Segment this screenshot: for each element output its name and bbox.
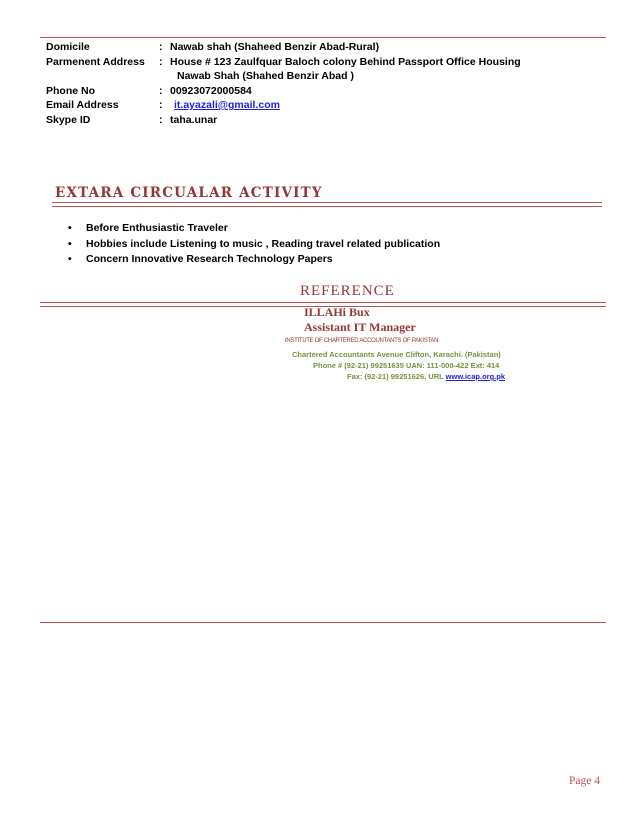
list-item <box>68 221 440 237</box>
reference-fax-text: Fax: (92-21) 99251626, URL <box>347 372 446 381</box>
phone-label: Phone No <box>46 84 95 97</box>
extracurricular-list <box>68 221 440 268</box>
reference-name: ILLAHi Bux <box>304 305 370 319</box>
email-link[interactable]: it.ayazali@gmail.com <box>174 99 280 111</box>
bottom-divider <box>40 622 606 623</box>
address-label: Parmenent Address <box>46 55 145 68</box>
bullet-icon: • <box>68 222 72 234</box>
page-number: Page 4 <box>569 775 600 787</box>
email-value <box>174 98 280 113</box>
bullet-icon: • <box>68 237 72 250</box>
domicile-label: Domicile <box>46 41 90 53</box>
colon: : <box>159 84 163 97</box>
skype-value: taha.unar <box>170 113 218 126</box>
reference-organization: INSTITUTE OF CHARTERED ACCOUNTANTS OF PAKISTAN <box>285 338 439 344</box>
address-value-line2: Nawab Shah (Shahed Benzir Abad ) <box>177 70 354 82</box>
reference-address: Chartered Accountants Avenue Clifton, Karachi. (Pakistan) <box>292 350 501 359</box>
colon: : <box>159 41 163 53</box>
colon: : <box>159 113 163 126</box>
colon: : <box>159 55 163 68</box>
reference-role: Assistant IT Manager <box>304 320 416 334</box>
domicile-value: Nawab shah (Shaheed Benzir Abad-Rural) <box>170 41 380 53</box>
reference-heading: REFERENCE <box>300 283 395 299</box>
reference-phone: Phone # (92-21) 99251635 UAN: 111-000-422 Ext: 414 <box>313 361 500 370</box>
list-item <box>68 237 440 253</box>
extracurricular-heading: EXTARA CIRCUALAR ACTIVITY <box>55 185 323 201</box>
colon: : <box>159 99 163 111</box>
extracurricular-divider <box>52 202 602 207</box>
address-value: House # 123 Zaulfquar Baloch colony Behind Passport Office Housing <box>170 55 521 68</box>
reference-url-link[interactable]: www.icap.org.pk <box>445 372 505 381</box>
top-divider <box>40 37 606 38</box>
reference-fax <box>347 372 505 381</box>
list-item <box>68 252 440 268</box>
list-item-text: Before Enthusiastic Traveler <box>86 222 228 234</box>
bullet-icon: • <box>68 253 72 265</box>
list-item-text: Hobbies include Listening to music , Reading travel related publication <box>86 237 441 250</box>
skype-label: Skype ID <box>46 113 91 126</box>
phone-value: 00923072000584 <box>170 84 252 97</box>
email-label: Email Address <box>46 99 119 111</box>
list-item-text: Concern Innovative Research Technology Papers <box>86 253 333 265</box>
